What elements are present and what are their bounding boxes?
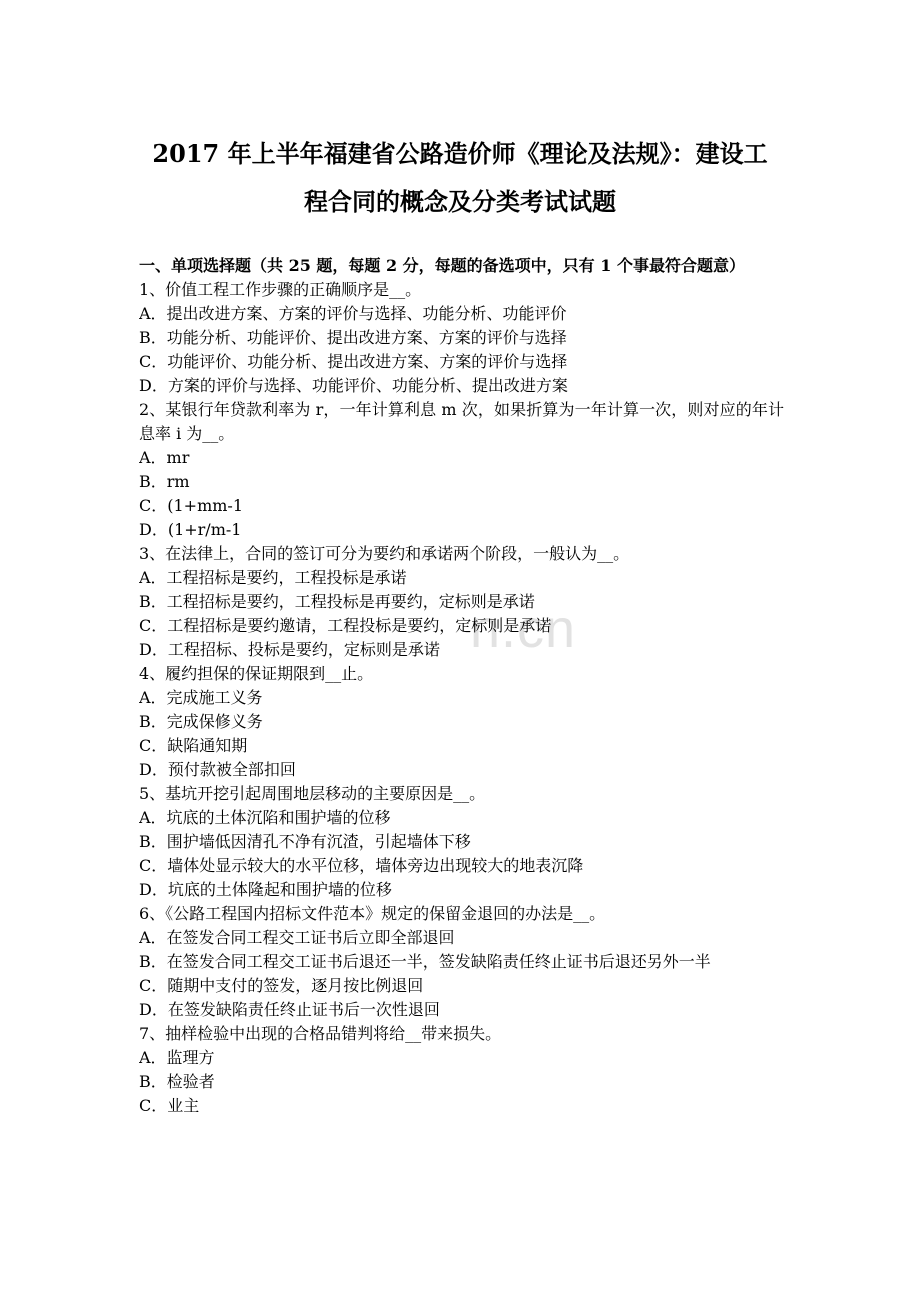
document-body	[139, 255, 784, 1118]
watermark: n.cn	[470, 599, 577, 659]
option-2d: D．(1+r/m-1	[139, 520, 242, 539]
option-3d: D．工程招标、投标是要约，定标则是承诺	[139, 640, 440, 659]
option-1c: C．功能评价、功能分析、提出改进方案、方案的评价与选择	[139, 352, 568, 371]
option-4b: B．完成保修义务	[139, 712, 263, 731]
option-2a: A．mr	[139, 448, 190, 467]
option-3b: B．工程招标是要约，工程投标是再要约，定标则是承诺	[139, 592, 535, 611]
option-2b: B．rm	[139, 472, 190, 491]
option-4a: A．完成施工义务	[139, 688, 263, 707]
option-6c: C．随期中支付的签发，逐月按比例退回	[139, 976, 424, 995]
option-7a: A．监理方	[139, 1048, 215, 1067]
option-5b: B．围护墙低因清孔不净有沉渣，引起墙体下移	[139, 832, 471, 851]
option-5d: D．坑底的土体隆起和围护墙的位移	[139, 880, 392, 899]
option-6a: A．在签发合同工程交工证书后立即全部退回	[139, 928, 455, 947]
option-7b: B．检验者	[139, 1072, 215, 1091]
option-3c: C．工程招标是要约邀请，工程投标是要约，定标则是承诺	[139, 616, 552, 635]
option-7c: C．业主	[139, 1096, 200, 1115]
option-6b: B．在签发合同工程交工证书后退还一半，签发缺陷责任终止证书后退还另外一半	[139, 952, 711, 971]
question-6: 6、《公路工程国内招标文件范本》规定的保留金退回的办法是__。	[139, 904, 606, 923]
option-1d: D．方案的评价与选择、功能评价、功能分析、提出改进方案	[139, 376, 568, 395]
option-2c: C．(1+mm-1	[139, 496, 244, 515]
option-6d: D．在签发缺陷责任终止证书后一次性退回	[139, 1000, 440, 1019]
option-3a: A．工程招标是要约，工程投标是承诺	[139, 568, 407, 587]
question-4: 4、履约担保的保证期限到__止。	[139, 664, 374, 683]
option-5a: A．坑底的土体沉陷和围护墙的位移	[139, 808, 391, 827]
option-4d: D．预付款被全部扣回	[139, 760, 296, 779]
question-7: 7、抽样检验中出现的合格品错判将给__带来损失。	[139, 1024, 502, 1043]
question-2: 2、某银行年贷款利率为 r，一年计算利息 m 次，如果折算为一年计算一次，则对应的年计息率 i 为__。	[139, 400, 784, 443]
option-1a: A．提出改进方案、方案的评价与选择、功能分析、功能评价	[139, 304, 567, 323]
option-5c: C．墙体处显示较大的水平位移，墙体旁边出现较大的地表沉降	[139, 856, 584, 875]
option-1b: B．功能分析、功能评价、提出改进方案、方案的评价与选择	[139, 328, 567, 347]
question-3: 3、在法律上，合同的签订可分为要约和承诺两个阶段，一般认为__。	[139, 544, 630, 563]
section-heading: 一、单项选择题（共 25 题，每题 2 分，每题的备选项中，只有 1 个事最符合题意）	[139, 256, 745, 275]
document-title-line-1: 2017 年上半年福建省公路造价师《理论及法规》：建设工	[152, 139, 768, 168]
question-5: 5、基坑开挖引起周围地层移动的主要原因是__。	[139, 784, 486, 803]
option-4c: C．缺陷通知期	[139, 736, 248, 755]
question-1: 1、价值工程工作步骤的正确顺序是__。	[139, 280, 422, 299]
document-title-line-2: 程合同的概念及分类考试试题	[304, 187, 616, 216]
